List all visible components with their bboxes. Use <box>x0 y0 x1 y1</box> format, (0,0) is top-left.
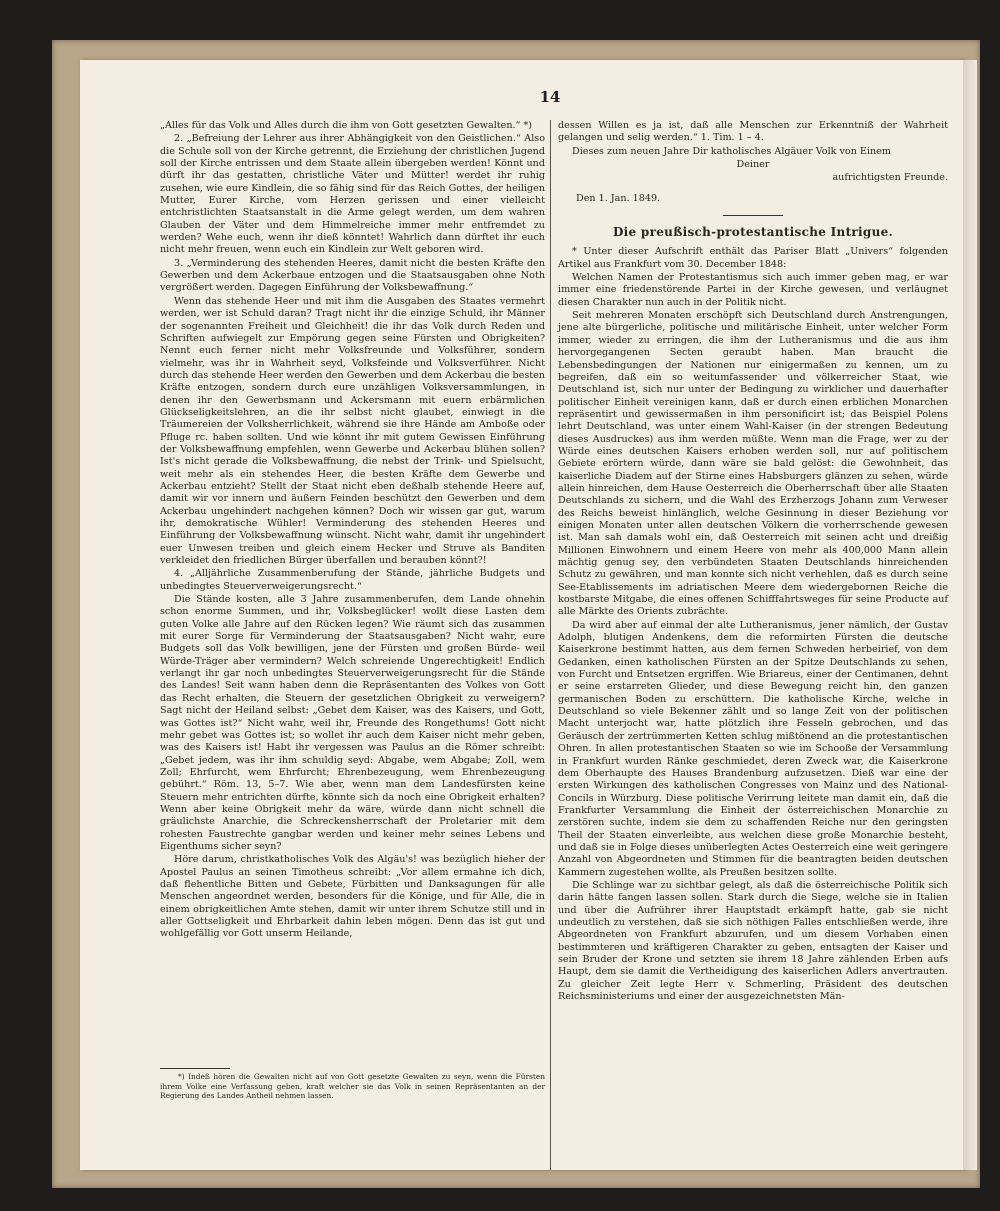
paragraph: Da wird aber auf einmal der alte Lutheranismus, jener nämlich, der Gustav Adolph, blutigen Andenkens, dem die reformirten Fürsten die deutsche Kaiserkrone bestimmt hatten, aus dem fernen Schweden herbeirief, von dem Gedanken, einen katholischen Fürsten an der Spitze Deutschlands zu sehen, von Furcht und Entsetzen ergriffen. Wie Briareus, einer der Centimanen, dehnt er seine erstarreten Glieder, und diese Bewegung reicht hin, den ganzen germanischen Boden zu erschüttern. Die katholische Kirche, welche in Deutschland so viele Bekenner zählt und so lange Zeit von der politischen Macht unterjocht war, hatte plötzlich ihre Fesseln gebrochen, und das Geräusch der zertrümmerten Ketten schlug mißtönend an die protestantischen Ohren. In allen protestantischen Staaten so wie im Schooße der Versammlung in Frankfurt wurden Ränke geschmiedet, deren Zweck war, die Kaiserkrone dem Oberhaupte des Hauses Brandenburg aufzusetzen. Dieß war eine der ersten Wirkungen des katholischen Congresses von Mainz und des National-Concils in Würzburg. Diese politische Verirrung leitete man damit ein, daß die Frankfurter Versammlung die Einheit der österreichischen Monarchie zu zerstören suchte, indem sie dem zu schaffenden Reiche nur den geringsten Theil der Staaten einverleibte, aus welchen diese große Monarchie besteht, und daß sie in Folge dieses unüberlegten Actes Oesterreich eine weit geringere Anzahl von Abgeordneten und Stimmen für die beantragten beiden deutschen Kammern zugestehen wollte, als Preußen besitzen sollte. <box>558 619 948 878</box>
paragraph: 2. „Befreiung der Lehrer aus ihrer Abhängigkeit von den Geistlichen.“ Also die Schule soll von der Kirche getrennt, die Erziehung der christlichen Jugend soll der Kirche entrissen und dem Staate allein übergeben werden! Könnt und dürft ihr das gestatten, christliche Väter und Mütter! werdet ihr ruhig zusehen, wie eure Kindlein, die so fähig sind für das Reich Gottes, der heiligen Mutter, Eurer Kirche, vom Herzen gerissen und einer vielleicht entchristlichten Staatsanstalt in die Arme gelegt werden, um dem wahren Glauben der Väter und dem Himmelreiche immer mehr entfremdet zu werden? Wehe euch, wenn ihr dieß könntet! Wahrlich dann dürftet ihr euch nicht mehr freuen, wenn euch ein Kindlein zur Welt geboren wird. <box>160 133 545 256</box>
paragraph: dessen Willen es ja ist, daß alle Menschen zur Erkenntniß der Wahrheit gelangen und selig werden.“ 1. Tim. 1 – 4. <box>558 120 948 144</box>
paragraph: Die Schlinge war zu sichtbar gelegt, als daß die österreichische Politik sich darin hätte fangen lassen sollen. Stark durch die Siege, welche sie in Italien und über die Aufrührer ihrer Hauptstadt erkämpft hatte, gab sie nicht undeutlich zu verstehen, daß sie sich nöthigen Falles entschließen werde, ihre Abgeordneten von Frankfurt abzurufen, und um diesem Vorhaben einen bestimmteren und kräftigeren Charakter zu geben, entsagten der Kaiser und sein Bruder der Krone und setzten sie ihrem 18 Jahre zählenden Erben aufs Haupt, dem sie damit die Vertheidigung des kaiserlichen Adlers anvertrauten. Zu gleicher Zeit legte Herr v. Schmerling, Präsident des deutschen Reichsministeriums und einer der ausgezeichnetsten Män- <box>558 879 948 1003</box>
date-line: Den 1. Jan. 1849. <box>576 192 661 204</box>
page-edge <box>963 60 977 1170</box>
right-column <box>558 120 948 1004</box>
dedication-line: Deiner <box>736 159 770 171</box>
left-column <box>160 120 545 942</box>
paragraph: 4. „Alljährliche Zusammenberufung der Stände, jährliche Budgets und unbedingtes Steuerverweigerungsrecht.“ <box>160 568 545 592</box>
footnote-text: *) Indeß hören die Gewalten nicht auf von Gott gesetzte Gewalten zu seyn, wenn die Fürsten ihrem Volke eine Verfassung geben, kraft welcher sie das Volk in seinen Repräsentanten an der Regierung des Landes Antheil nehmen lassen. <box>160 1072 545 1101</box>
section-rule <box>723 215 783 216</box>
page-number: 14 <box>539 88 561 106</box>
paragraph: Die Stände kosten, alle 3 Jahre zusammenberufen, dem Lande ohnehin schon enorme Summen, und ihr, Volksbeglücker! wollt diese Lasten dem guten Volke alle Jahre auf den Rücken legen? Wie räumt sich das zusammen mit eurer Sorge für Verminderung der Staatsausgaben? Nicht wahr, eure Budgets soll das Volk bewilligen, jene der Fürsten und großen Bürde- weil Würde-Träger aber vermindern? Welch schreiende Ungerechtigkeit! Endlich verlangt ihr gar noch unbedingtes Steuerverweigerungsrecht für die Stände des Landes! Seit wann haben denn die Repräsentanten des Volkes von Gott das Recht erhalten, die Steuern der gesetzlichen Obrigkeit zu verweigern? Sagt nicht der Heiland selbst: „Gebet dem Kaiser, was des Kaisers, und Gott, was Gottes ist?“ Nicht wahr, weil ihr, Freunde des Rongethums! Gott nicht mehr gebet was Gottes ist; so wollet ihr auch dem Kaiser nicht mehr geben, was des Kaisers ist! Habt ihr vergessen was Paulus an die Römer schreibt: „Gebet jedem, was ihr ihm schuldig seyd: Abgabe, wem Abgabe; Zoll, wem Zoll; Ehrfurcht, wem Ehrfurcht; Ehrenbezeugung, wem Ehrenbezeugung gebührt.“ Röm. 13, 5–7. Wie aber, wenn man dem Landesfürsten keine Steuern mehr entrichten dürfte, könnte sich da noch eine Obrigkeit erhalten? Wenn aber keine Obrigkeit mehr da wäre, würde dann nicht schnell die gräulichste Anarchie, die Schreckensherrschaft der Proletarier mit dem rohesten Faustrechte gangbar werden und keiner mehr seines Lebens und Eigenthums sicher seyn? <box>160 594 545 852</box>
paragraph: Seit mehreren Monaten erschöpft sich Deutschland durch Anstrengungen, jene alte bürgerliche, politische und militärische Einheit, unter welcher Form immer, wieder zu erringen, die ihm der Lutheranismus und die aus ihm hervorgegangenen Secten geraubt haben. Man braucht die Lebensbedingungen der Nationen nur einigermaßen zu kennen, um zu begreifen, daß ein so weitumfassender und völkerreicher Staat, wie Deutschland ist, sich nur unter der Bedingung zu wirklicher und dauerhafter politischer Einheit vereinigen kann, daß er durch einen erblichen Monarchen repräsentirt und gewissermaßen in ihm personificirt ist; das Beispiel Polens lehrt Deutschland, was unter einem Wahl-Kaiser (in der strengen Bedeutung dieses Ausdruckes) aus ihm werden müßte. Wenn man die Frage, wer zu der Würde eines deutschen Kaisers erhoben werden soll, nur auf politischem Gebiete erörtern würde, dann wäre sie bald gelöst: die Gewohnheit, das kaiserliche Diadem auf der Stirne eines Habsburgers glänzen zu sehen, würde allein hinreichen, dem Hause Oesterreich die Oberherrschaft über alle Staaten Deutschlands zu sichern, und die Wahl des Erzherzogs Johann zum Verweser des Reichs beweist hinlänglich, welche Gesinnung in dieser Beziehung vor einigen Monaten unter allen deutschen Völkern die vorherrschende gewesen ist. Man sah damals wohl ein, daß Oesterreich mit seinen acht und dreißig Millionen Einwohnern und einem Heere von mehr als 400,000 Mann allein mächtig genug sey, den verbündeten Staaten Deutschlands hinreichenden Schutz zu gewähren, und man konnte sich nicht verhehlen, daß es durch seine See-Etablissements im adriatischen Meere dem wiedergebornen Reiche die kostbarste Mitgabe, die eines offenen Schifffahrtsweges für seine Producte auf alle Märkte des Orients zubrächte. <box>558 310 948 618</box>
article-heading: Die preußisch-protestantische Intrigue. <box>612 225 894 240</box>
paragraph: 3. „Verminderung des stehenden Heeres, damit nicht die besten Kräfte den Gewerben und dem Ackerbaue entzogen und die Staatsausgaben ohne Noth vergrößert werden. Dagegen Einführung der Volksbewaffnung.“ <box>160 257 545 294</box>
paragraph: „Alles für das Volk und Alles durch die ihm von Gott gesetzten Gewalten.“ *) <box>160 120 533 131</box>
paragraph: Höre darum, christkatholisches Volk des Algäu's! was bezüglich hieher der Apostel Paulus an seinen Timotheus schreibt: „Vor allem ermahne ich dich, daß flehentliche Bitten und Gebete, Fürbitten und Danksagungen für alle Menschen angeordnet werden, besonders für die Könige, und für Alle, die in einem obrigkeitlichen Amte stehen, damit wir unter ihrem Schutze still und in aller Gottseligkeit und Ehrbarkeit dahin leben mögen. Denn das ist gut und wohlgefällig vor Gott unserm Heilande, <box>160 854 545 940</box>
paragraph: Welchen Namen der Protestantismus sich auch immer geben mag, er war immer eine friedenstörende Partei in der Kirche gewesen, und verläugnet diesen Charakter nun auch in der Politik nicht. <box>558 272 948 308</box>
paragraph: Wenn das stehende Heer und mit ihm die Ausgaben des Staates vermehrt werden, wer ist Schuld daran? Tragt nicht ihr die einzige Schuld, ihr Männer der sogenannten Freiheit und Gleichheit! die ihr das Volk durch Reden und Schriften aufwiegelt zur Empörung gegen seine Fürsten und Obrigkeiten? Nennt euch ferner nicht mehr Volksfreunde und Volksführer, sondern vielmehr, was ihr in Wahrheit seyd, Volksfeinde und Volksverführer. Nicht durch das stehende Heer werden den Gewerben und dem Ackerbau die besten Kräfte entzogen, sondern durch eure unzähligen Volksversammlungen, in denen ihr den Gewerbsmann und Ackersmann mit euern erbärmlichen Glückseligkeitslehren, an die ihr selbst nicht glaubet, einwiegt in die Träumereien der Volksherrlichkeit, während sie ihre Hände am Amboße oder Pfluge rc. haben sollten. Und wie könnt ihr mit gutem Gewissen Einführung der Volksbewaffnung empfehlen, wenn Gewerbe und Ackerbau blühen sollen? Ist's nicht gerade die Volksbewaffnung, die nebst der Trink- und Spielsucht, weit mehr als ein stehendes Heer, die besten Kräfte dem Gewerbe und Ackerbau entzieht? Stellt der Staat nicht eben deßhalb stehende Heere auf, damit wir vor innern und äußern Feinden beschützt den Gewerben und dem Ackerbau ungehindert nachgehen können? Doch wir wissen gar gut, warum ihr, demokratische Wühler! Verminderung des stehenden Heeres und Einführung der Volksbewaffnung wünscht. Nicht wahr, damit ihr ungehindert euer Unwesen treiben und gleich einem Hecker und Struve als Banditen verkleidet den friedlichen Bürger überfallen und berauben könnt?! <box>160 295 545 567</box>
footnote-rule <box>160 1068 230 1069</box>
dedication-signature: aufrichtigsten Freunde. <box>832 172 948 184</box>
footnote <box>160 1072 545 1101</box>
dedication: Dieses zum neuen Jahre Dir katholisches Algäuer Volk von Einem <box>572 145 891 157</box>
paragraph: * Unter dieser Aufschrift enthält das Pariser Blatt „Univers“ folgenden Artikel aus Frankfurt vom 30. December 1848: <box>558 246 948 270</box>
column-divider <box>550 120 551 1170</box>
